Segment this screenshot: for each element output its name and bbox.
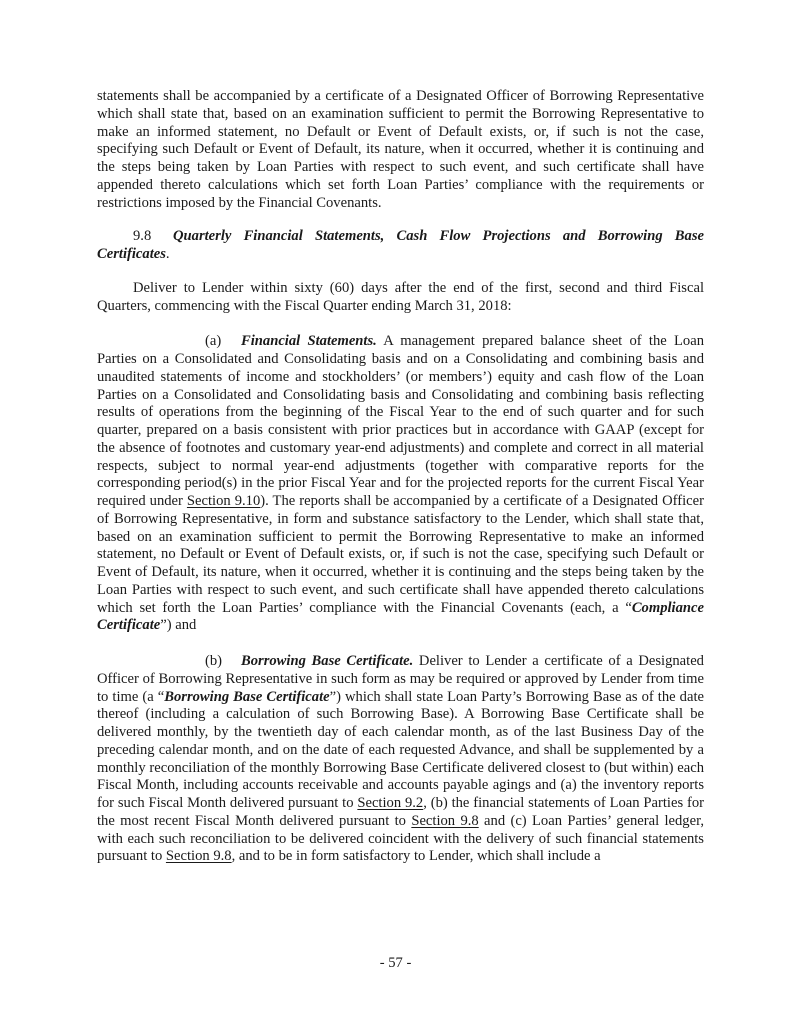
compliance-certificate-term: Compliance Certificate — [97, 599, 704, 634]
intro-paragraph: statements shall be accompanied by a certificate of a Designated Officer of Borrowing Representative which shall state that, based on an examination sufficient to permit the Borrowing Representative to make an informed statement, no Default or Event of Default exists, or, if such is not the case, specifying such Default or Event of Default, its nature, when it occurred, whether it is continuing and the steps being taken by Loan Parties with respect to such event, and such certificate shall have appended thereto calculations which set forth Loan Parties’ compliance with the requirements or restrictions imposed by the Financial Covenants. — [97, 88, 704, 211]
paragraph-a-text: ). The reports shall be accompanied by a certificate of a Designated Officer of Borrowing Representative, in form and substance satisfactory to the Lender, which shall state that, based on an examination sufficient to permit the Borrowing Representative to make an informed statement, no Default or Event of Default exists, or, if such is not the case, specifying such Default or Event of Default, its nature, when it occurred, whether it is continuing and the steps being taken by the Loan Parties with respect to such event, and such certificate shall have appended thereto calculations which set forth the Loan Parties’ compliance with the Financial Covenants (each, a “ — [97, 493, 704, 616]
paragraph-b-heading: Borrowing Base Certificate. — [241, 653, 414, 669]
paragraph-a-heading: Financial Statements. — [241, 333, 377, 350]
section-9-8-link[interactable]: Section 9.8 — [411, 812, 479, 829]
paragraph-b-text: ”) which shall state Loan Party’s Borrowing Base as of the date thereof (including a calculation of such Borrowing Base). A Borrowing Base Certificate shall be delivered monthly, by the twentieth day of each calendar month, as of the last Business Day of the preceding calendar month, and on the date of each requested Advance, and shall be supplemented by a monthly reconciliation of the monthly Borrowing Base Certificate delivered closest to (but within) each Fiscal Month, including accounts receivable and accounts payable agings and (a) the inventory reports for such Fiscal Month delivered pursuant to — [97, 688, 704, 811]
page-number: - 57 - — [379, 955, 412, 971]
document-page — [97, 88, 704, 866]
section-9-2-link[interactable]: Section 9.2 — [357, 795, 424, 811]
section-title: Quarterly Financial Statements, Cash Flow Projections and Borrowing Base Certificates — [97, 228, 704, 262]
paragraph-a-label: (a) — [205, 333, 222, 350]
paragraph-b-text: and (c) Loan Parties’ general ledger, with each such reconciliation to be delivered coincident with the delivery of such financial statements pursuant to — [97, 812, 705, 865]
deliver-paragraph: Deliver to Lender within sixty (60) days after the end of the first, second and third Fiscal Quarters, commencing with the Fiscal Quarter ending March 31, 2018: — [97, 279, 704, 314]
section-heading — [97, 228, 704, 264]
paragraph-a-text: ”) and — [160, 617, 197, 634]
section-title-end: . — [165, 246, 170, 262]
paragraph-b-text: Deliver to Lender a certificate of a Designated Officer of Borrowing Representative in such form as may be required or approved by Lender from time to time (a “ — [97, 653, 704, 705]
paragraph-b-text: , and to be in form satisfactory to Lender, which shall include a — [231, 848, 601, 865]
paragraph-a — [97, 333, 704, 635]
paragraph-b — [97, 653, 704, 866]
paragraph-b-label: (b) — [205, 653, 223, 669]
paragraph-b-text: , (b) the financial statements of Loan Parties for the most recent Fiscal Month delivered pursuant to — [97, 795, 704, 829]
section-number: 9.8 — [133, 228, 152, 245]
section-9-10-link[interactable]: Section 9.10 — [186, 493, 261, 509]
borrowing-base-certificate-term: Borrowing Base Certificate — [164, 688, 330, 705]
paragraph-a-text: A management prepared balance sheet of the Loan Parties on a Consolidated and Consolidating basis and on a Consolidating and combining basis and unaudited statements of income and stockholders’ (or members’) equity and cash flow of the Loan Parties on a Consolidated and Consolidating basis and Consolidating and combining basis reflecting results of operations from the beginning of the Fiscal Year to the end of such quarter and for such quarter, prepared on a basis consistent with prior practices but in accordance with GAAP (except for the absence of footnotes and customary year-end adjustments) and complete and correct in all material respects, subject to normal year-end adjustments (together with comparative reports for the corresponding period(s) in the prior Fiscal Year and for the projected reports for the current Fiscal Year required under — [97, 333, 705, 509]
section-9-8-link[interactable]: Section 9.8 — [165, 848, 232, 865]
